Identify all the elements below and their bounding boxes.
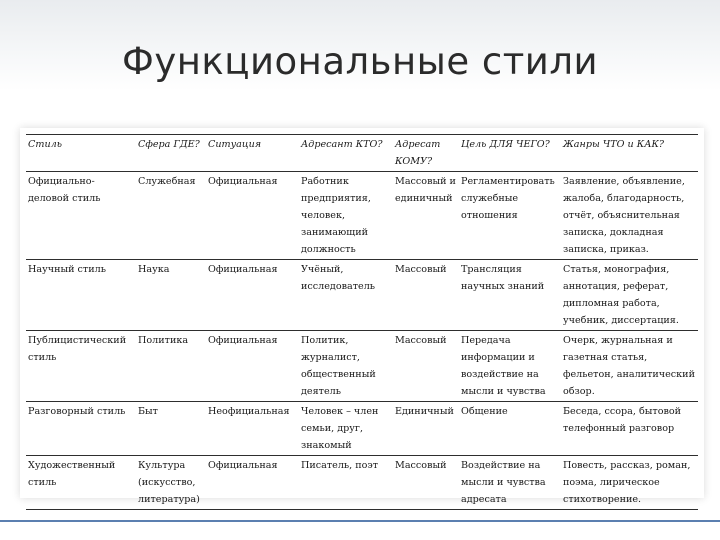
slide-footer-line	[0, 520, 720, 522]
header-addresser: Адресант КТО?	[299, 135, 393, 172]
table-row	[26, 331, 698, 402]
slide-title: Функциональные стили	[121, 40, 599, 83]
cell-addressee: Массовый	[393, 260, 459, 331]
cell-genres: Статья, монография, аннотация, реферат, дипломная работа, учебник, диссертация.	[561, 260, 698, 331]
cell-goal: Воздействие на мысли и чувства адресата	[459, 456, 561, 510]
table-header-row	[26, 135, 698, 172]
cell-addresser: Человек – член семьи, друг, знакомый	[299, 402, 393, 456]
header-style: Стиль	[26, 135, 136, 172]
header-addressee: Адресат КОМУ?	[393, 135, 459, 172]
cell-sphere: Культура (искусство, литература)	[136, 456, 206, 510]
cell-addressee: Единичный	[393, 402, 459, 456]
cell-situation: Официальная	[206, 456, 299, 510]
cell-addresser: Политик, журналист, общественный деятель	[299, 331, 393, 402]
cell-style: Разговорный стиль	[26, 402, 136, 456]
cell-addresser: Работник предприятия, человек, занимающий должность	[299, 172, 393, 260]
cell-addresser: Писатель, поэт	[299, 456, 393, 510]
cell-situation: Официальная	[206, 172, 299, 260]
cell-situation: Неофициальная	[206, 402, 299, 456]
cell-situation: Официальная	[206, 260, 299, 331]
table-row	[26, 402, 698, 456]
cell-genres: Беседа, ссора, бытовой телефонный разговор	[561, 402, 698, 456]
table-row	[26, 456, 698, 510]
cell-situation: Официальная	[206, 331, 299, 402]
cell-genres: Очерк, журнальная и газетная статья, фельетон, аналитический обзор.	[561, 331, 698, 402]
header-genres: Жанры ЧТО и КАК?	[561, 135, 698, 172]
cell-genres: Повесть, рассказ, роман, поэма, лирическое стихотворение.	[561, 456, 698, 510]
cell-goal: Общение	[459, 402, 561, 456]
styles-table	[26, 134, 698, 510]
cell-style: Научный стиль	[26, 260, 136, 331]
header-goal: Цель ДЛЯ ЧЕГО?	[459, 135, 561, 172]
cell-sphere: Быт	[136, 402, 206, 456]
cell-sphere: Служебная	[136, 172, 206, 260]
cell-goal: Передача информации и воздействие на мысли и чувства	[459, 331, 561, 402]
cell-goal: Регламентировать служебные отношения	[459, 172, 561, 260]
table-row	[26, 172, 698, 260]
cell-genres: Заявление, объявление, жалоба, благодарность, отчёт, объяснительная записка, докладная записка, приказ.	[561, 172, 698, 260]
cell-style: Художественный стиль	[26, 456, 136, 510]
cell-sphere: Наука	[136, 260, 206, 331]
header-situation: Ситуация	[206, 135, 299, 172]
header-sphere: Сфера ГДЕ?	[136, 135, 206, 172]
cell-addressee: Массовый и единичный	[393, 172, 459, 260]
table-row	[26, 260, 698, 331]
cell-style: Официально-деловой стиль	[26, 172, 136, 260]
cell-style: Публицистический стиль	[26, 331, 136, 402]
cell-addressee: Массовый	[393, 331, 459, 402]
cell-sphere: Политика	[136, 331, 206, 402]
cell-addresser: Учёный, исследователь	[299, 260, 393, 331]
cell-addressee: Массовый	[393, 456, 459, 510]
cell-goal: Трансляция научных знаний	[459, 260, 561, 331]
